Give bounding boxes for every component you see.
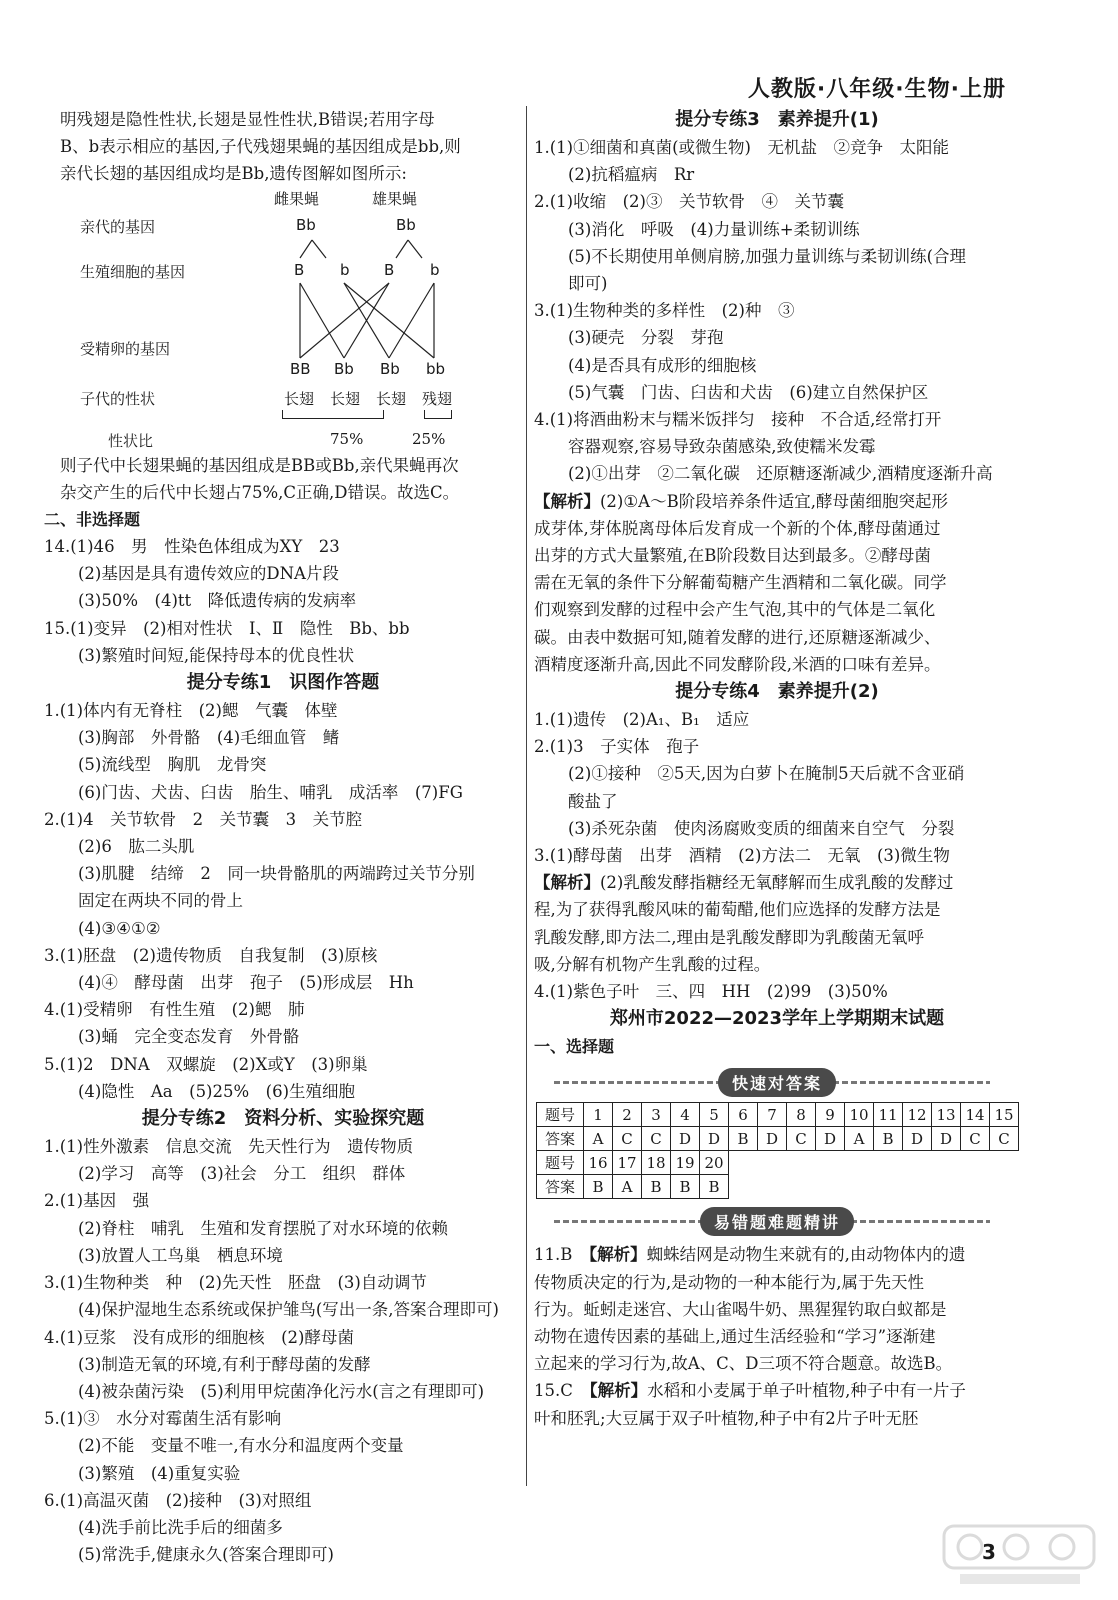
answer-line: 5.(1)③ 水分对霉菌生活有影响 bbox=[44, 1409, 282, 1429]
answer-line: (4)被杂菌污染 (5)利用甲烷菌净化污水(言之有理即可) bbox=[78, 1381, 485, 1401]
answer-line: 1.(1)性外激素 信息交流 先天性行为 遗传物质 bbox=[44, 1137, 414, 1157]
table-cell: D bbox=[903, 1127, 932, 1151]
table-row bbox=[537, 1103, 1019, 1127]
text-line: 则子代中长翅果蝇的基因组成是BB或Bb,亲代果蝇再次 bbox=[60, 455, 459, 475]
answer-line: (5)流线型 胸肌 龙骨突 bbox=[78, 755, 267, 775]
ratio-1: 75% bbox=[330, 429, 364, 448]
answer-line: (3)放置人工鸟巢 栖息环境 bbox=[78, 1245, 283, 1265]
analysis-3-body bbox=[534, 896, 1020, 978]
answer-line: (3)胸部 外骨骼 (4)毛细血管 鳍 bbox=[78, 728, 340, 748]
watermark-logo bbox=[940, 1520, 1100, 1590]
answer-line: 固定在两块不同的骨上 bbox=[78, 891, 243, 911]
answer-line: (2)6 肱二头肌 bbox=[78, 837, 195, 857]
answer-line: (3)繁殖时间短,能保持母本的优良性状 bbox=[78, 645, 355, 665]
table-cell: 4 bbox=[671, 1103, 700, 1127]
trait-2: 长翅 bbox=[330, 389, 361, 408]
analysis-3-text: (2)乳酸发酵指糖经无氧酵解而生成乳酸的发酵过 bbox=[600, 873, 954, 893]
table-cell: 11 bbox=[874, 1103, 903, 1127]
answer-line: (4)隐性 Aa (5)25% (6)生殖细胞 bbox=[78, 1081, 356, 1101]
answer-line: 15.(1)变异 (2)相对性状 Ⅰ、Ⅱ 隐性 Bb、bb bbox=[44, 618, 410, 638]
answer-line: 5.(1)2 DNA 双螺旋 (2)X或Y (3)卵巢 bbox=[44, 1054, 368, 1074]
parent-gene-1: Bb bbox=[296, 215, 316, 234]
answer-table bbox=[536, 1102, 1019, 1151]
answer-line: (2)①接种 ②5天,因为白萝卜在腌制5天后就不含亚硝 bbox=[568, 764, 965, 784]
header-title: 人教版·八年级·生物·上册 bbox=[747, 77, 1006, 102]
answer-line: 容器观察,容易导致杂菌感染,致使糯米发霉 bbox=[568, 437, 876, 457]
analysis-line: 乳酸发酵,即方法二,理由是乳酸发酵即为乳酸菌无氧呼 bbox=[534, 927, 924, 947]
answer-line: 3.(1)酵母菌 出芽 酒精 (2)方法二 无氧 (3)微生物 bbox=[534, 846, 950, 866]
trait-rows bbox=[44, 390, 522, 452]
answer-line: (3)蛹 完全变态发育 外骨骼 bbox=[78, 1027, 300, 1047]
q15-label: 15.C bbox=[534, 1381, 573, 1401]
right-column bbox=[534, 106, 1020, 1432]
analysis-line: 酒精度逐渐升高,因此不同发酵阶段,米酒的口味有差异。 bbox=[534, 654, 941, 674]
quick-answer-label: 快速对答案 bbox=[718, 1068, 836, 1097]
table-cell: 14 bbox=[961, 1103, 990, 1127]
table-cell: 10 bbox=[845, 1103, 874, 1127]
table-cell: C bbox=[990, 1127, 1019, 1151]
answer-line: (4)③④①② bbox=[78, 918, 161, 938]
table-cell: A bbox=[845, 1127, 874, 1151]
answer-line: 6.(1)高温灭菌 (2)接种 (3)对照组 bbox=[44, 1490, 312, 1510]
table-cell: 12 bbox=[903, 1103, 932, 1127]
answer-line: 酸盐了 bbox=[568, 791, 618, 811]
practice-3-title: 提分专练3 素养提升(1) bbox=[675, 109, 879, 130]
table-cell: 答案 bbox=[537, 1127, 584, 1151]
answer-line: 3.(1)生物种类的多样性 (2)种 ③ bbox=[534, 301, 795, 321]
answer-table-2 bbox=[536, 1150, 729, 1199]
analysis-line: 行为。蚯蚓走迷宫、大山雀喝牛奶、黑猩猩钓取白蚁都是 bbox=[534, 1299, 947, 1319]
conclusion-text bbox=[44, 452, 522, 506]
text-line: 杂交产生的后代中长翅占75%,C正确,D错误。故选C。 bbox=[60, 482, 460, 502]
answer-line: 2.(1)基因 强 bbox=[44, 1191, 150, 1211]
table-cell: B bbox=[874, 1127, 903, 1151]
table-cell: 15 bbox=[990, 1103, 1019, 1127]
male-label: 雄果蝇 bbox=[372, 189, 418, 208]
table-cell: D bbox=[700, 1127, 729, 1151]
analysis-line: 动物在遗传因素的基础上,通过生活经验和“学习”逐渐建 bbox=[534, 1326, 936, 1346]
practice-1-title: 提分专练1 识图作答题 bbox=[186, 672, 380, 694]
analysis-3-first bbox=[534, 869, 1020, 896]
answer-line: (5)常洗手,健康永久(答案合理即可) bbox=[78, 1545, 334, 1565]
hard-question-banner bbox=[534, 1205, 1020, 1237]
answer-line: (2)不能 变量不唯一,有水分和温度两个变量 bbox=[78, 1436, 404, 1456]
answer-line: 1.(1)①细菌和真菌(或微生物) 无机盐 ②竞争 太阳能 bbox=[534, 138, 949, 157]
gamete-2: b bbox=[340, 260, 350, 279]
page-number: 3 bbox=[982, 1540, 996, 1564]
analysis-tag: 【解析】 bbox=[588, 1245, 647, 1265]
trait-3: 长翅 bbox=[376, 389, 407, 408]
trait-1: 长翅 bbox=[284, 389, 315, 408]
answer-line: 4.(1)豆浆 没有成形的细胞核 (2)酵母菌 bbox=[44, 1327, 354, 1347]
page-header bbox=[0, 0, 1118, 100]
answer-line: (3)杀死杂菌 使肉汤腐败变质的细菌来自空气 分裂 bbox=[568, 818, 955, 838]
analysis-tag: 【解析】 bbox=[534, 491, 600, 511]
table-row bbox=[537, 1151, 729, 1175]
analysis-line: 出芽的方式大量繁殖,在B阶段数目达到最多。②酵母菌 bbox=[534, 546, 931, 566]
analysis-line: 传物质决定的行为,是动物的一种本能行为,属于先天性 bbox=[534, 1272, 924, 1292]
practice-4-q4: 4.(1)紫色子叶 三、四 HH (2)99 (3)50% bbox=[534, 982, 888, 1002]
answer-line: (2)抗稻瘟病 Rr bbox=[568, 165, 695, 185]
table-cell: 7 bbox=[758, 1103, 787, 1127]
section-heading-choice: 一、选择题 bbox=[534, 1037, 615, 1057]
analysis-line: 成芽体,芽体脱离母体后发育成一个新的个体,酵母菌通过 bbox=[534, 518, 941, 538]
intro-text bbox=[44, 106, 522, 188]
table-cell: 9 bbox=[816, 1103, 845, 1127]
table-cell: 13 bbox=[932, 1103, 961, 1127]
zygote-3: Bb bbox=[380, 359, 400, 378]
text-line: 明残翅是隐性性状,长翅是显性性状,B错误;若用字母 bbox=[60, 110, 435, 129]
answer-line: (2)学习 高等 (3)社会 分工 组织 群体 bbox=[78, 1164, 406, 1184]
table-cell: 16 bbox=[584, 1151, 613, 1175]
practice-4-title: 提分专练4 素养提升(2) bbox=[675, 681, 879, 703]
gamete-3: B bbox=[384, 260, 395, 279]
table-cell: B bbox=[642, 1175, 671, 1199]
analysis-line: 立起来的学习行为,故A、C、D三项不符合题意。故选B。 bbox=[534, 1354, 953, 1374]
answer-line: 2.(1)4 关节软骨 2 关节囊 3 关节腔 bbox=[44, 809, 363, 829]
table-cell: D bbox=[758, 1127, 787, 1151]
answer-line: (4)是否具有成形的细胞核 bbox=[568, 355, 757, 375]
exam-title: 郑州市2022—2023学年上学期期末试题 bbox=[609, 1008, 945, 1030]
q15-body bbox=[534, 1405, 1020, 1432]
q11-body bbox=[534, 1269, 1020, 1378]
zygote-gene-label: 受精卵的基因 bbox=[80, 339, 171, 358]
table-cell: 2 bbox=[613, 1103, 642, 1127]
table-cell: 答案 bbox=[537, 1175, 584, 1199]
table-cell: 20 bbox=[700, 1151, 729, 1175]
bracket-long bbox=[282, 410, 384, 419]
answer-line: 4.(1)将酒曲粉末与糯米饭拌匀 接种 不合适,经常打开 bbox=[534, 410, 942, 430]
genetic-diagram bbox=[44, 188, 522, 390]
table-cell: B bbox=[584, 1175, 613, 1199]
answer-line: (2)①出芽 ②二氧化碳 还原糖逐渐减少,酒精度逐渐升高 bbox=[568, 464, 993, 484]
answer-line: (6)门齿、犬齿、臼齿 胎生、哺乳 成活率 (7)FG bbox=[78, 782, 463, 802]
answer-line: (3)50% (4)tt 降低遗传病的发病率 bbox=[78, 591, 357, 611]
q15-first bbox=[534, 1377, 1020, 1404]
answer-line: 2.(1)收缩 (2)③ 关节软骨 ④ 关节囊 bbox=[534, 192, 844, 212]
q11-first bbox=[534, 1241, 1020, 1268]
answer-line: (4)④ 酵母菌 出芽 孢子 (5)形成层 Hh bbox=[78, 973, 414, 993]
answer-line: 4.(1)受精卵 有性生殖 (2)鳃 肺 bbox=[44, 1000, 305, 1020]
answer-line: 1.(1)体内有无脊柱 (2)鳃 气囊 体壁 bbox=[44, 701, 338, 721]
text-line: 亲代长翅的基因组成均是Bb,遗传图解如图所示: bbox=[60, 164, 407, 184]
analysis-line: 们观察到发酵的过程中会产生气泡,其中的气体是二氧化 bbox=[534, 600, 936, 620]
analysis-line: 吸,分解有机物产生乳酸的过程。 bbox=[534, 954, 771, 974]
section-heading-nonchoice: 二、非选择题 bbox=[44, 510, 141, 530]
table-cell: C bbox=[961, 1127, 990, 1151]
zygote-1: BB bbox=[290, 359, 311, 378]
table-row bbox=[537, 1175, 729, 1199]
answer-line: (4)洗手前比洗手后的细菌多 bbox=[78, 1517, 283, 1537]
hard-question-label: 易错题难题精讲 bbox=[700, 1207, 854, 1236]
table-row bbox=[537, 1127, 1019, 1151]
parent-gene-label: 亲代的基因 bbox=[80, 217, 156, 236]
column-divider bbox=[526, 106, 527, 1486]
table-cell: D bbox=[816, 1127, 845, 1151]
analysis-tag: 【解析】 bbox=[589, 1381, 648, 1401]
answer-line: (5)气囊 门齿、臼齿和犬齿 (6)建立自然保护区 bbox=[568, 382, 929, 402]
answer-line: 3.(1)生物种类 种 (2)先天性 胚盘 (3)自动调节 bbox=[44, 1273, 427, 1293]
gamete-1: B bbox=[294, 260, 305, 279]
trait-4: 残翅 bbox=[422, 389, 453, 408]
bracket-short bbox=[424, 410, 452, 419]
gamete-gene-label: 生殖细胞的基因 bbox=[80, 262, 186, 281]
q15-text: 水稻和小麦属于单子叶植物,种子中有一片子 bbox=[647, 1381, 966, 1401]
table-cell: A bbox=[584, 1127, 613, 1151]
quick-answer-banner bbox=[534, 1066, 1020, 1098]
practice-1-answers bbox=[44, 697, 522, 1105]
text-line: B、b表示相应的基因,子代残翅果蝇的基因组成是bb,则 bbox=[60, 137, 461, 157]
table-cell: B bbox=[729, 1127, 758, 1151]
offspring-trait-label: 子代的性状 bbox=[80, 389, 156, 408]
left-column bbox=[44, 106, 522, 1568]
ratio-2: 25% bbox=[412, 429, 446, 448]
answer-line: (4)保护湿地生态系统或保护雏鸟(写出一条,答案合理即可) bbox=[78, 1300, 499, 1320]
table-cell: C bbox=[642, 1127, 671, 1151]
practice-3-answers bbox=[534, 134, 1020, 488]
table-cell: 6 bbox=[729, 1103, 758, 1127]
answer-line: 1.(1)遗传 (2)A₁、B₁ 适应 bbox=[534, 710, 750, 730]
answer-line: 即可) bbox=[568, 274, 608, 294]
q11-text: 蜘蛛结网是动物生来就有的,由动物体内的遗 bbox=[646, 1245, 966, 1265]
analysis-line: 需在无氧的条件下分解葡萄糖产生酒精和二氧化碳。同学 bbox=[534, 573, 947, 593]
gamete-4: b bbox=[430, 260, 440, 279]
answer-line: (2)基因是具有遗传效应的DNA片段 bbox=[78, 564, 339, 584]
practice-4-answers bbox=[534, 706, 1020, 869]
table-cell: B bbox=[700, 1175, 729, 1199]
answer-line: (3)消化 呼吸 (4)力量训练+柔韧训练 bbox=[568, 219, 860, 239]
table-cell: D bbox=[671, 1127, 700, 1151]
q11-label: 11.B bbox=[534, 1245, 573, 1265]
practice-2-title: 提分专练2 资料分析、实验探究题 bbox=[141, 1108, 425, 1130]
table-cell: C bbox=[613, 1127, 642, 1151]
ratio-label: 性状比 bbox=[108, 431, 154, 450]
analysis-line: 碳。由表中数据可知,随着发酵的进行,还原糖逐渐减少、 bbox=[534, 627, 941, 647]
answer-line: (5)不长期使用单侧肩膀,加强力量训练与柔韧训练(合理 bbox=[568, 246, 967, 266]
answer-line: 14.(1)46 男 性染色体组成为XY 23 bbox=[44, 537, 340, 557]
table-cell: D bbox=[932, 1127, 961, 1151]
table-cell: 3 bbox=[642, 1103, 671, 1127]
answer-line: (3)繁殖 (4)重复实验 bbox=[78, 1463, 241, 1483]
table-cell: 题号 bbox=[537, 1151, 584, 1175]
answer-line: (3)肌腱 结缔 2 同一块骨骼肌的两端跨过关节分别 bbox=[78, 864, 475, 884]
parent-gene-2: Bb bbox=[396, 215, 416, 234]
female-label: 雌果蝇 bbox=[274, 189, 320, 208]
analysis-line: 程,为了获得乳酸风味的葡萄醋,他们应选择的发酵方法是 bbox=[534, 900, 941, 920]
table-cell: 18 bbox=[642, 1151, 671, 1175]
table-cell: 17 bbox=[613, 1151, 642, 1175]
table-cell: 19 bbox=[671, 1151, 700, 1175]
practice-2-answers bbox=[44, 1133, 522, 1568]
table-cell: 5 bbox=[700, 1103, 729, 1127]
zygote-4: bb bbox=[426, 359, 446, 378]
table-cell: A bbox=[613, 1175, 642, 1199]
table-cell: C bbox=[787, 1127, 816, 1151]
table-cell: 8 bbox=[787, 1103, 816, 1127]
answer-line: 3.(1)胚盘 (2)遗传物质 自我复制 (3)原核 bbox=[44, 945, 378, 965]
answer-line: (2)脊柱 哺乳 生殖和发育摆脱了对水环境的依赖 bbox=[78, 1218, 448, 1238]
zygote-2: Bb bbox=[334, 359, 354, 378]
analysis-line: 叶和胚乳;大豆属于双子叶植物,种子中有2片子叶无胚 bbox=[534, 1408, 919, 1428]
answer-line: (3)制造无氧的环境,有利于酵母菌的发酵 bbox=[78, 1354, 371, 1374]
table-cell: 题号 bbox=[537, 1103, 584, 1127]
table-cell: 1 bbox=[584, 1103, 613, 1127]
question-15 bbox=[44, 615, 522, 669]
answer-line: 2.(1)3 子实体 孢子 bbox=[534, 737, 700, 757]
answer-line: (3)硬壳 分裂 芽孢 bbox=[568, 328, 724, 348]
analysis-4-body bbox=[534, 515, 1020, 678]
question-14 bbox=[44, 533, 522, 615]
analysis-4-first bbox=[534, 488, 1020, 515]
analysis-4-text: (2)①A～B阶段培养条件适宜,酵母菌细胞突起形 bbox=[600, 491, 948, 511]
table-cell: B bbox=[671, 1175, 700, 1199]
analysis-tag: 【解析】 bbox=[534, 873, 600, 893]
